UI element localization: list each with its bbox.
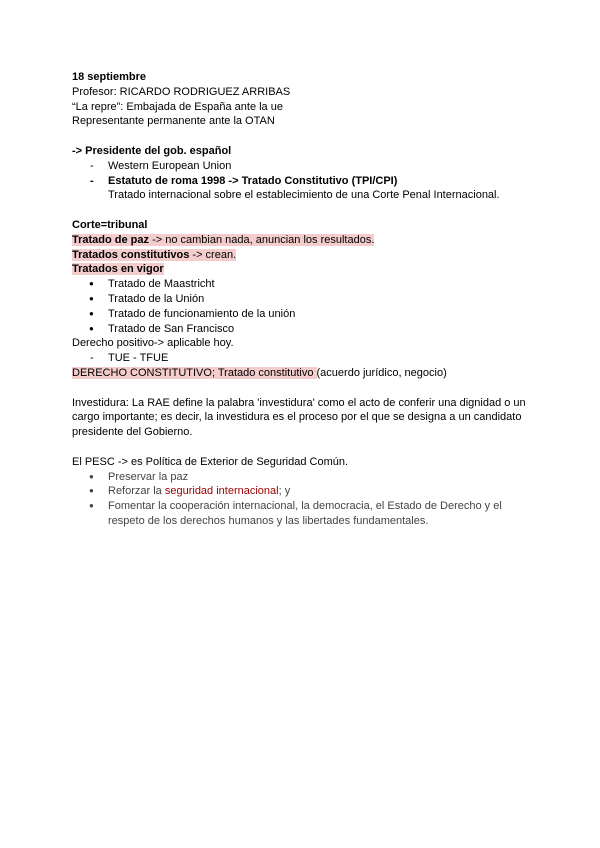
repre-line: “La repre”: Embajada de España ante la ue xyxy=(72,100,283,113)
list-item-preservar: ● Preservar la paz xyxy=(72,470,542,485)
list-item-western: - Western European Union xyxy=(72,159,542,174)
investidura-paragraph: Investidura: La RAE define la palabra 'investidura' como el acto de conferir una dignidad o un cargo importante; es decir, la investidura es el proceso por el que se designa a un candidato presidente del Gobierno. xyxy=(72,396,526,439)
tratados-constitutivos-text: -> crean. xyxy=(189,248,237,261)
tratados-vigor-label: Tratados en vigor xyxy=(72,263,164,276)
list-item-estatuto: - Estatuto de roma 1998 -> Tratado Constitutivo (TPI/CPI) xyxy=(72,174,542,189)
spacer xyxy=(72,129,542,144)
representante-line: Representante permanente ante la OTAN xyxy=(72,115,275,128)
reforzar-pre: Reforzar la xyxy=(108,485,165,498)
tratados-vigor-line xyxy=(72,262,542,277)
derecho-constitutivo-rest: (acuerdo jurídico, negocio) xyxy=(316,366,447,379)
corte-heading: Corte=tribunal xyxy=(72,218,148,231)
profesor-line: Profesor: RICARDO RODRIGUEZ ARRIBAS xyxy=(72,85,291,98)
tratado-paz-label: Tratado de paz xyxy=(72,233,150,246)
derecho-constitutivo-line xyxy=(72,366,542,381)
list-item-fomentar: ● Fomentar la cooperación internacional, la democracia, el Estado de Derecho y el respeto de los derechos humanos y las libertades fundamentales. xyxy=(72,499,518,529)
presidente-heading: -> Presidente del gob. español xyxy=(72,144,232,157)
list-item-funcionamiento: ● Tratado de funcionamiento de la unión xyxy=(72,307,542,322)
estatuto-subnote: Tratado internacional sobre el establecimiento de una Corte Penal Internacional. xyxy=(108,189,500,202)
list-item-union: ● Tratado de la Unión xyxy=(72,292,542,307)
seguridad-internacional-text: seguridad internacional xyxy=(164,485,279,498)
tratados-constitutivos-line xyxy=(72,248,542,263)
spacer xyxy=(72,440,542,455)
derecho-constitutivo-highlight: DERECHO CONSTITUTIVO; Tratado constitutivo xyxy=(72,366,317,379)
reforzar-post: ; y xyxy=(278,485,291,498)
date-heading: 18 septiembre xyxy=(72,71,146,83)
list-item-maastricht: ● Tratado de Maastricht xyxy=(72,277,542,292)
pesc-heading: El PESC -> es Política de Exterior de Seguridad Común. xyxy=(72,455,349,468)
document-page xyxy=(72,70,542,529)
derecho-positivo-line: Derecho positivo-> aplicable hoy. xyxy=(72,337,234,350)
spacer xyxy=(72,203,542,218)
tratado-paz-line xyxy=(72,233,542,248)
spacer xyxy=(72,381,542,396)
list-item-san-francisco: ● Tratado de San Francisco xyxy=(72,322,542,337)
list-item-reforzar xyxy=(72,484,542,499)
tratados-constitutivos-label: Tratados constitutivos xyxy=(72,248,190,261)
tratado-paz-text: -> no cambian nada, anuncian los resultados. xyxy=(149,233,375,246)
list-item-tue: - TUE - TFUE xyxy=(72,351,542,366)
